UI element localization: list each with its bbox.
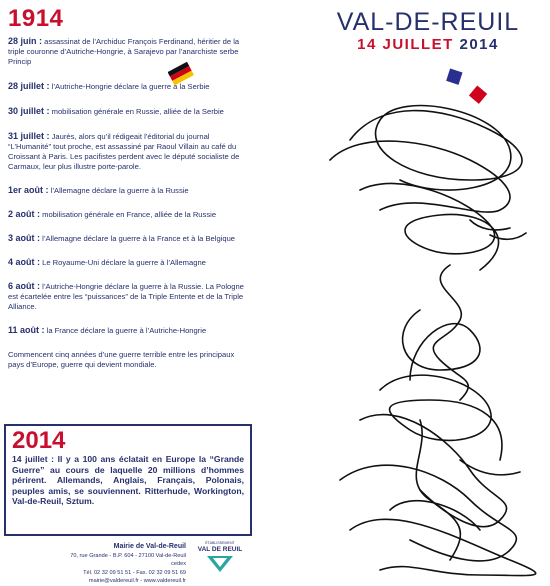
timeline-entry: 1er août : l’Allemagne déclare la guerre à la Russie	[8, 185, 189, 195]
scribble-figure-illustration	[320, 60, 546, 580]
timeline-entry: 11 août : la France déclare la guerre à l’Autriche-Hongrie	[8, 325, 207, 335]
event-date: 14 JUILLET 2014	[357, 36, 499, 53]
timeline-conclusion: Commencent cinq années d’une guerre terrible entre les principaux pays d’Europe, guerre qui devient mondiale.	[8, 350, 235, 369]
german-flag-icon	[168, 62, 194, 86]
timeline-entry: 31 juillet : Jaurès, alors qu’il rédigeait l’éditorial du journal “L’Humanité” tout proche, est assassiné par Raoul Villain au café du Croissant à Paris. Les pacifistes perdent avec le député socialiste de Carmaux, leur plus illustre porte-parole.	[8, 131, 240, 171]
mairie-phone: Tél. 02 32 09 51 51 - Fax. 02 32 09 51 69	[83, 569, 186, 576]
blue-square-icon	[446, 68, 462, 84]
timeline-entry: 3 août : l’Allemagne déclare la guerre à la France et à la Belgique	[8, 233, 236, 243]
timeline-entry: 4 août : Le Royaume-Uni déclare la guerre à l’Allemagne	[8, 257, 206, 267]
box-2014-text: 14 juillet : Il y a 100 ans éclatait en Europe la “Grande Guerre” au cours de laquelle 20 millions d’hommes périrent. Allemands, Anglais, Français, Polonais, peuples amis, se souviennent. Ritterhude, Workington, Val-de-Reuil, Sztum.	[12, 454, 244, 506]
timeline-1914	[8, 6, 248, 370]
timeline-entry: 28 juin : assassinat de l’Archiduc François Ferdinand, héritier de la triple couronne d’Autriche-Hongrie, à Sarajevo par l’anarchiste serbe Princip	[8, 36, 240, 66]
timeline-entry: 6 août : l’Autriche-Hongrie déclare la guerre à la Russie. La Pologne est écartelée entre les “puissances” de la Triple Entente et de la Triple Alliance.	[8, 281, 244, 311]
red-square-icon	[469, 86, 487, 104]
mairie-address: 70, rue Grande - B.P. 604 - 27100 Val-de-Reuil cedex	[70, 552, 186, 567]
logo-chevron-icon	[205, 554, 235, 574]
mairie-title: Mairie de Val-de-Reuil	[113, 543, 186, 550]
timeline-entry: 28 juillet : l’Autriche-Hongrie déclare la guerre à la Serbie	[8, 81, 210, 91]
header-title-block	[312, 8, 544, 54]
timeline-entry: 2 août : mobilisation générale en France, alliée de la Russie	[8, 209, 217, 219]
box-2014	[4, 424, 252, 536]
year-1914-heading: 1914	[8, 5, 64, 32]
val-de-reuil-logo: ÉTABLISSEMENT VAL DE REUIL	[192, 541, 248, 579]
mairie-contact	[56, 543, 186, 586]
mairie-web: mairie@valdereuil.fr - www.valdereuil.fr	[88, 578, 186, 584]
timeline-entry: 30 juillet : mobilisation générale en Russie, alliée de la Serbie	[8, 106, 224, 116]
city-title: VAL-DE-REUIL	[336, 8, 520, 36]
year-2014-heading: 2014	[12, 427, 66, 454]
